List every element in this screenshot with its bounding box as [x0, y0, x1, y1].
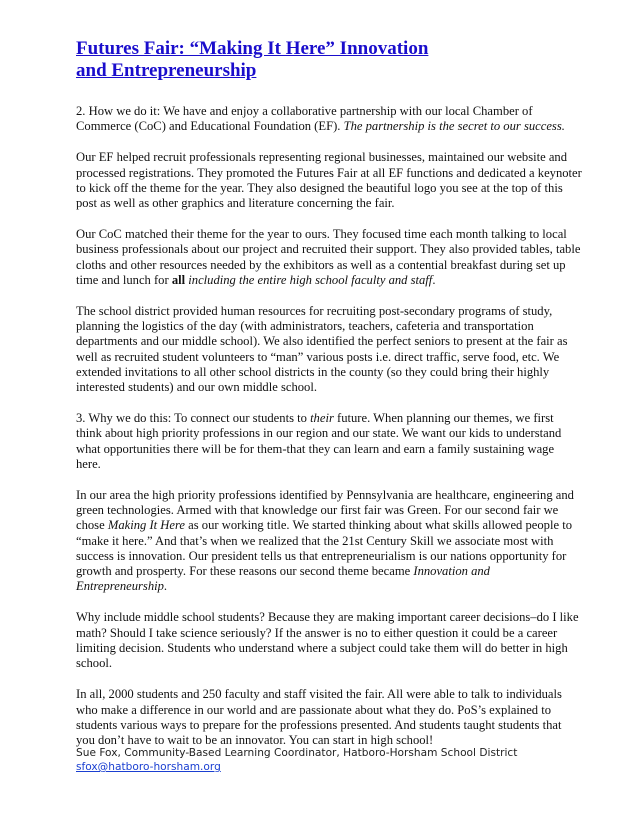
emphasis-text: The partnership is the secret to our success.: [343, 119, 565, 134]
text-run: 2. How we do it: We have and enjoy a collaborative partnership with our local Chamber of Commerce (CoC) and Educational Foundation (EF).: [76, 104, 533, 134]
paragraph-ef: Our EF helped recruit professionals representing regional businesses, maintained our website and processed registrations. They promoted the Futures Fair at all EF functions and dedicated a keynoter to kick off the theme for the year. They also designed the beautiful logo you see at the top of this post as well as other graphics and literature concerning the fair.: [76, 150, 582, 211]
paragraph-school-district: The school district provided human resources for recruiting post-secondary programs of study, planning the logistics of the day (with administrators, teachers, cafeteria and transportation departments and our middle school). We also identified the perfect seniors to present at the fair as well as recruited student volunteers to “man” various posts i.e. direct traffic, serve food, etc. We extended invitations to all other school districts in the county (so they could bring their highly interested students) and our own middle school.: [76, 304, 568, 395]
emphasis-text: their: [310, 411, 334, 426]
title-line-2: and Entrepreneurship: [76, 60, 257, 81]
paragraph-middle-school: Why include middle school students? Because they are making important career decisions–do I like math? Should I take science seriously? If the answer is no to either question it could be a career limiting decision. Students who understand where a subject could take them will do better in high school.: [76, 610, 579, 671]
page-title: [76, 38, 476, 82]
paragraph-in-all: In all, 2000 students and 250 faculty and staff visited the fair. All were able to talk to individuals who make a difference in our world and are passionate about what they do. PoS’s explained to students various ways to prepare for the professions presented. And students taught students that you don’t have to wait to be an innovator. You can start in high school!: [76, 687, 562, 747]
text-run: future. When planning our themes, we first think about high priority professions in our region and our state. We want our kids to understand what opportunities there will be for them-that they can learn and earn a family sustaining wage here.: [76, 411, 562, 471]
emphasis-text: Making It Here: [107, 518, 185, 533]
text-run: as our working title. We started thinking about what skills allowed people to “make it here.” And that’s when we realized that the 21st Century Skill we associate most with success is innovation. Our president tells us that entrepreneurialism is our nations opportunity for growth and prosperty. For these reasons our second theme became: [76, 518, 572, 579]
emphasis-text: including the entire high school faculty and staff: [185, 272, 433, 287]
paragraph-priority-professions: [76, 488, 582, 594]
text-run: 3. Why we do this: To connect our students to: [76, 411, 311, 426]
text-run: In our area the high priority professions identified by Pennsylvania are healthcare, engineering and green technologies. Armed with that knowledge our first fair was Green. For our second fair we chose: [76, 488, 574, 533]
text-run: Our CoC matched their theme for the year to ours. They focused time each month talking to local business professionals about our project and recruited their support. They also provided tables, table cloths and other resources needed by the exhibitors as well as a contential breakfast during set up time and lunch for: [76, 227, 581, 287]
title-line-1: Futures Fair: “Making It Here” Innovation: [76, 38, 429, 59]
paragraph-why-we-do-this: [76, 411, 582, 472]
footer-email-link[interactable]: sfox@hatboro-horsham.org: [76, 761, 221, 773]
text-run: .: [432, 272, 436, 287]
paragraph-how-we-do-it: [76, 104, 582, 134]
emphasis-text: Innovation and Entrepreneurship: [76, 564, 490, 594]
page-footer: [76, 746, 517, 774]
text-run: .: [163, 579, 168, 594]
paragraph-coc: [76, 227, 582, 288]
footer-author: Sue Fox, Community-Based Learning Coordinator, Hatboro-Horsham School District: [76, 747, 518, 759]
bold-text: all: [171, 272, 186, 287]
